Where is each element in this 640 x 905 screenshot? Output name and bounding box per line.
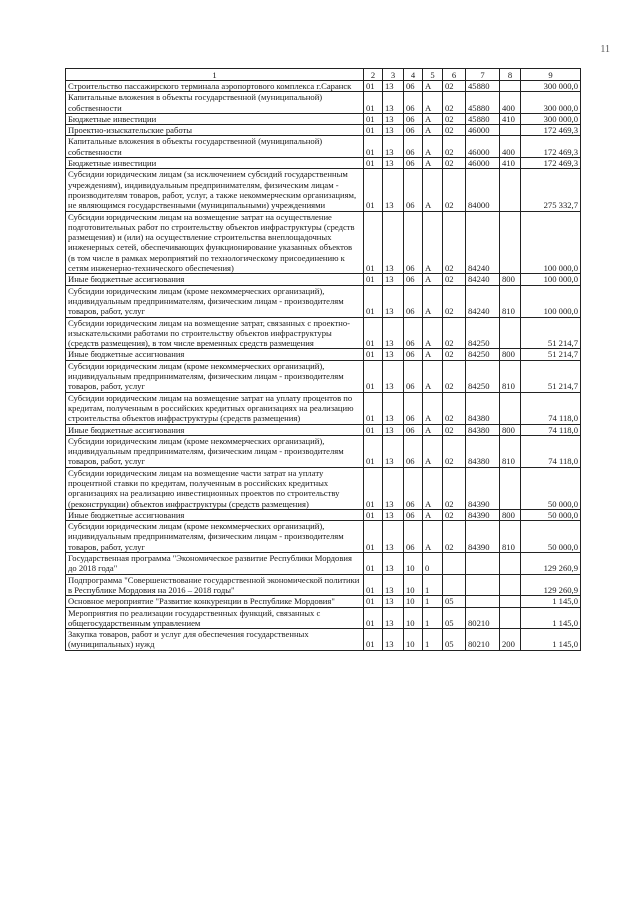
amount-cell: 300 000,0 <box>521 113 581 124</box>
program-code-cell: 06 <box>404 509 423 520</box>
row-name-cell: Подпрограмма "Совершенствование государственной экономической политики в Республике Мордовия на 2016 – 2018 годы" <box>66 574 364 596</box>
direction-code-cell: 84240 <box>466 274 500 285</box>
subsection-code-cell: 13 <box>383 424 404 435</box>
activity-code-cell: 02 <box>443 158 466 169</box>
program-code-cell: 06 <box>404 285 423 317</box>
table-row <box>66 158 581 169</box>
activity-code-cell: 02 <box>443 509 466 520</box>
activity-code-cell: 02 <box>443 467 466 509</box>
table-row <box>66 113 581 124</box>
program-code-cell: 06 <box>404 349 423 360</box>
subsection-code-cell: 13 <box>383 136 404 158</box>
program-code-cell: 06 <box>404 136 423 158</box>
expense-type-cell <box>500 317 521 349</box>
amount-cell: 100 000,0 <box>521 211 581 274</box>
activity-code-cell: 02 <box>443 169 466 211</box>
program-code-cell: 10 <box>404 574 423 596</box>
subsection-code-cell: 13 <box>383 81 404 92</box>
subprogram-code-cell: А <box>423 81 443 92</box>
activity-code-cell: 02 <box>443 113 466 124</box>
amount-cell: 51 214,7 <box>521 349 581 360</box>
table-row <box>66 317 581 349</box>
direction-code-cell: 84250 <box>466 317 500 349</box>
amount-cell: 50 000,0 <box>521 467 581 509</box>
expense-type-cell: 800 <box>500 349 521 360</box>
subprogram-code-cell: А <box>423 211 443 274</box>
amount-cell: 51 214,7 <box>521 360 581 392</box>
program-code-cell: 06 <box>404 521 423 553</box>
row-name-cell: Субсидии юридическим лицам на возмещение затрат, связанных с проектно-изыскательскими работами по строительству объектов инфраструктуры (средств размещения), в том числе временных средств размещения <box>66 317 364 349</box>
subsection-code-cell: 13 <box>383 169 404 211</box>
subprogram-code-cell: А <box>423 169 443 211</box>
program-code-cell: 06 <box>404 435 423 467</box>
row-name-cell: Иные бюджетные ассигнования <box>66 424 364 435</box>
program-code-cell: 10 <box>404 607 423 629</box>
row-name-cell: Субсидии юридическим лицам (кроме некоммерческих организаций), индивидуальным предпринимателям, физическим лицам - производителям товаров, работ, услуг <box>66 521 364 553</box>
amount-cell: 100 000,0 <box>521 285 581 317</box>
direction-code-cell: 84240 <box>466 211 500 274</box>
section-code-cell: 01 <box>364 285 383 317</box>
direction-code-cell: 84390 <box>466 467 500 509</box>
section-code-cell: 01 <box>364 158 383 169</box>
section-code-cell: 01 <box>364 607 383 629</box>
expense-type-cell: 410 <box>500 158 521 169</box>
subprogram-code-cell: А <box>423 136 443 158</box>
table-row <box>66 285 581 317</box>
expense-type-cell: 800 <box>500 509 521 520</box>
table-row <box>66 349 581 360</box>
program-code-cell: 06 <box>404 158 423 169</box>
section-code-cell: 01 <box>364 274 383 285</box>
row-name-cell: Субсидии юридическим лицам (кроме некоммерческих организаций), индивидуальным предпринимателям, физическим лицам - производителям товаров, работ, услуг <box>66 435 364 467</box>
row-name-cell: Субсидии юридическим лицам на возмещение затрат на осуществление подготовительных работ по строительству объектов инфраструктуры (средств размещения) и (или) на осуществление строительства внеплощадочных инженерных сетей, обеспечивающих функционирование указанных объектов (в том числе в рамках мероприятий по технологическому присоединению к сетям инженерно-технического обеспечения) <box>66 211 364 274</box>
amount-cell: 51 214,7 <box>521 317 581 349</box>
activity-code-cell: 05 <box>443 629 466 651</box>
program-code-cell: 06 <box>404 81 423 92</box>
table-row <box>66 136 581 158</box>
section-code-cell: 01 <box>364 136 383 158</box>
subprogram-code-cell: 1 <box>423 629 443 651</box>
section-code-cell: 01 <box>364 349 383 360</box>
program-code-cell: 06 <box>404 169 423 211</box>
table-row <box>66 521 581 553</box>
expense-type-cell <box>500 574 521 596</box>
subprogram-code-cell: А <box>423 360 443 392</box>
amount-cell: 172 469,3 <box>521 136 581 158</box>
section-code-cell: 01 <box>364 211 383 274</box>
column-header: 9 <box>521 69 581 81</box>
expense-type-cell <box>500 467 521 509</box>
amount-cell: 100 000,0 <box>521 274 581 285</box>
amount-cell: 172 469,3 <box>521 158 581 169</box>
column-header: 3 <box>383 69 404 81</box>
direction-code-cell: 46000 <box>466 158 500 169</box>
section-code-cell: 01 <box>364 596 383 607</box>
direction-code-cell <box>466 553 500 575</box>
direction-code-cell: 84000 <box>466 169 500 211</box>
activity-code-cell: 02 <box>443 125 466 136</box>
row-name-cell: Проектно-изыскательские работы <box>66 125 364 136</box>
expense-type-cell: 400 <box>500 136 521 158</box>
table-row <box>66 553 581 575</box>
subprogram-code-cell: А <box>423 285 443 317</box>
expense-type-cell: 810 <box>500 285 521 317</box>
program-code-cell: 10 <box>404 596 423 607</box>
subprogram-code-cell: А <box>423 392 443 424</box>
subprogram-code-cell: А <box>423 317 443 349</box>
expense-type-cell <box>500 392 521 424</box>
subsection-code-cell: 13 <box>383 521 404 553</box>
direction-code-cell: 80210 <box>466 629 500 651</box>
program-code-cell: 06 <box>404 392 423 424</box>
activity-code-cell <box>443 553 466 575</box>
amount-cell: 74 118,0 <box>521 435 581 467</box>
amount-cell: 74 118,0 <box>521 392 581 424</box>
subsection-code-cell: 13 <box>383 509 404 520</box>
subprogram-code-cell: А <box>423 158 443 169</box>
section-code-cell: 01 <box>364 92 383 114</box>
table-row <box>66 211 581 274</box>
row-name-cell: Иные бюджетные ассигнования <box>66 274 364 285</box>
direction-code-cell: 45880 <box>466 92 500 114</box>
table-row <box>66 596 581 607</box>
section-code-cell: 01 <box>364 169 383 211</box>
column-header: 1 <box>66 69 364 81</box>
subprogram-code-cell: 1 <box>423 607 443 629</box>
program-code-cell: 10 <box>404 629 423 651</box>
budget-table <box>65 68 581 651</box>
subsection-code-cell: 13 <box>383 574 404 596</box>
expense-type-cell <box>500 125 521 136</box>
subsection-code-cell: 13 <box>383 92 404 114</box>
program-code-cell: 06 <box>404 211 423 274</box>
subsection-code-cell: 13 <box>383 349 404 360</box>
section-code-cell: 01 <box>364 392 383 424</box>
table-row <box>66 629 581 651</box>
direction-code-cell: 84240 <box>466 285 500 317</box>
expense-type-cell <box>500 211 521 274</box>
subsection-code-cell: 13 <box>383 360 404 392</box>
subprogram-code-cell: А <box>423 521 443 553</box>
table-row <box>66 509 581 520</box>
expense-type-cell: 810 <box>500 521 521 553</box>
table-row <box>66 467 581 509</box>
section-code-cell: 01 <box>364 574 383 596</box>
subprogram-code-cell: А <box>423 92 443 114</box>
row-name-cell: Субсидии юридическим лицам на возмещение затрат на уплату процентов по кредитам, полученным в российских кредитных организациях на реализацию строительства объектов инфраструктуры (средств размещения) <box>66 392 364 424</box>
activity-code-cell: 02 <box>443 424 466 435</box>
column-header: 4 <box>404 69 423 81</box>
table-row <box>66 574 581 596</box>
amount-cell: 129 260,9 <box>521 553 581 575</box>
expense-type-cell: 810 <box>500 360 521 392</box>
column-header: 2 <box>364 69 383 81</box>
direction-code-cell <box>466 596 500 607</box>
subsection-code-cell: 13 <box>383 158 404 169</box>
table-row <box>66 81 581 92</box>
subsection-code-cell: 13 <box>383 553 404 575</box>
amount-cell: 50 000,0 <box>521 509 581 520</box>
table-row <box>66 607 581 629</box>
subsection-code-cell: 13 <box>383 113 404 124</box>
program-code-cell: 10 <box>404 553 423 575</box>
expense-type-cell: 800 <box>500 424 521 435</box>
amount-cell: 1 145,0 <box>521 607 581 629</box>
direction-code-cell: 46000 <box>466 136 500 158</box>
direction-code-cell: 84390 <box>466 509 500 520</box>
program-code-cell: 06 <box>404 467 423 509</box>
section-code-cell: 01 <box>364 424 383 435</box>
table-row <box>66 125 581 136</box>
table-row <box>66 360 581 392</box>
program-code-cell: 06 <box>404 274 423 285</box>
subprogram-code-cell: А <box>423 467 443 509</box>
section-code-cell: 01 <box>364 467 383 509</box>
section-code-cell: 01 <box>364 125 383 136</box>
row-name-cell: Бюджетные инвестиции <box>66 158 364 169</box>
direction-code-cell: 45880 <box>466 81 500 92</box>
expense-type-cell: 800 <box>500 274 521 285</box>
direction-code-cell: 84380 <box>466 392 500 424</box>
direction-code-cell: 84390 <box>466 521 500 553</box>
direction-code-cell: 46000 <box>466 125 500 136</box>
amount-cell: 300 000,0 <box>521 92 581 114</box>
subprogram-code-cell: 1 <box>423 574 443 596</box>
column-header: 5 <box>423 69 443 81</box>
expense-type-cell <box>500 553 521 575</box>
direction-code-cell <box>466 574 500 596</box>
expense-type-cell: 400 <box>500 92 521 114</box>
subprogram-code-cell: А <box>423 509 443 520</box>
activity-code-cell: 02 <box>443 435 466 467</box>
expense-type-cell <box>500 596 521 607</box>
section-code-cell: 01 <box>364 521 383 553</box>
expense-type-cell: 810 <box>500 435 521 467</box>
subprogram-code-cell: А <box>423 125 443 136</box>
activity-code-cell: 02 <box>443 317 466 349</box>
program-code-cell: 06 <box>404 317 423 349</box>
amount-cell: 275 332,7 <box>521 169 581 211</box>
direction-code-cell: 84250 <box>466 349 500 360</box>
amount-cell: 1 145,0 <box>521 596 581 607</box>
row-name-cell: Капитальные вложения в объекты государственной (муниципальной) собственности <box>66 92 364 114</box>
row-name-cell: Субсидии юридическим лицам (кроме некоммерческих организаций), индивидуальным предпринимателям, физическим лицам - производителям товаров, работ, услуг <box>66 360 364 392</box>
table-row <box>66 274 581 285</box>
column-header: 7 <box>466 69 500 81</box>
activity-code-cell: 05 <box>443 596 466 607</box>
page-number: 11 <box>600 44 610 55</box>
subprogram-code-cell: А <box>423 274 443 285</box>
section-code-cell: 01 <box>364 435 383 467</box>
subsection-code-cell: 13 <box>383 274 404 285</box>
subsection-code-cell: 13 <box>383 317 404 349</box>
row-name-cell: Бюджетные инвестиции <box>66 113 364 124</box>
row-name-cell: Основное мероприятие "Развитие конкуренции в Республике Мордовия" <box>66 596 364 607</box>
amount-cell: 172 469,3 <box>521 125 581 136</box>
section-code-cell: 01 <box>364 553 383 575</box>
direction-code-cell: 45880 <box>466 113 500 124</box>
table-row <box>66 92 581 114</box>
subprogram-code-cell: А <box>423 435 443 467</box>
program-code-cell: 06 <box>404 360 423 392</box>
row-name-cell: Субсидии юридическим лицам (за исключением субсидий государственным учреждениям), индивидуальным предпринимателям, физическим лицам - производителям товаров, работ, услуг, а также некоммерческим организациям, не являющимся государственными (муниципальными) учреждениями <box>66 169 364 211</box>
row-name-cell: Мероприятия по реализации государственных функций, связанных с общегосударственным управлением <box>66 607 364 629</box>
subsection-code-cell: 13 <box>383 596 404 607</box>
program-code-cell: 06 <box>404 125 423 136</box>
direction-code-cell: 84380 <box>466 435 500 467</box>
amount-cell: 74 118,0 <box>521 424 581 435</box>
section-code-cell: 01 <box>364 81 383 92</box>
subprogram-code-cell: А <box>423 424 443 435</box>
activity-code-cell: 02 <box>443 92 466 114</box>
direction-code-cell: 80210 <box>466 607 500 629</box>
row-name-cell: Субсидии юридическим лицам на возмещение части затрат на уплату процентной ставки по кредитам, полученным в российских кредитных организациях на реализацию инвестиционных проектов по строительству (реконструкции) объектов инфраструктуры (средств размещения) <box>66 467 364 509</box>
subsection-code-cell: 13 <box>383 629 404 651</box>
section-code-cell: 01 <box>364 629 383 651</box>
activity-code-cell: 02 <box>443 136 466 158</box>
subsection-code-cell: 13 <box>383 285 404 317</box>
expense-type-cell: 200 <box>500 629 521 651</box>
activity-code-cell: 02 <box>443 360 466 392</box>
activity-code-cell <box>443 574 466 596</box>
subprogram-code-cell: А <box>423 349 443 360</box>
column-header: 8 <box>500 69 521 81</box>
subprogram-code-cell: А <box>423 113 443 124</box>
section-code-cell: 01 <box>364 360 383 392</box>
activity-code-cell: 02 <box>443 274 466 285</box>
expense-type-cell: 410 <box>500 113 521 124</box>
expense-type-cell <box>500 81 521 92</box>
expense-type-cell <box>500 607 521 629</box>
section-code-cell: 01 <box>364 509 383 520</box>
activity-code-cell: 02 <box>443 211 466 274</box>
activity-code-cell: 02 <box>443 521 466 553</box>
activity-code-cell: 02 <box>443 285 466 317</box>
row-name-cell: Государственная программа "Экономическое развитие Республики Мордовия до 2018 года" <box>66 553 364 575</box>
subsection-code-cell: 13 <box>383 435 404 467</box>
program-code-cell: 06 <box>404 92 423 114</box>
table-row <box>66 424 581 435</box>
subsection-code-cell: 13 <box>383 125 404 136</box>
subsection-code-cell: 13 <box>383 211 404 274</box>
table-row <box>66 169 581 211</box>
program-code-cell: 06 <box>404 113 423 124</box>
direction-code-cell: 84380 <box>466 424 500 435</box>
program-code-cell: 06 <box>404 424 423 435</box>
activity-code-cell: 02 <box>443 81 466 92</box>
amount-cell: 1 145,0 <box>521 629 581 651</box>
subprogram-code-cell: 0 <box>423 553 443 575</box>
table-header-row <box>66 69 581 81</box>
expense-type-cell <box>500 169 521 211</box>
amount-cell: 50 000,0 <box>521 521 581 553</box>
column-header: 6 <box>443 69 466 81</box>
amount-cell: 129 260,9 <box>521 574 581 596</box>
subsection-code-cell: 13 <box>383 467 404 509</box>
row-name-cell: Закупка товаров, работ и услуг для обеспечения государственных (муниципальных) нужд <box>66 629 364 651</box>
row-name-cell: Субсидии юридическим лицам (кроме некоммерческих организаций), индивидуальным предпринимателям, физическим лицам - производителям товаров, работ, услуг <box>66 285 364 317</box>
table-row <box>66 392 581 424</box>
amount-cell: 300 000,0 <box>521 81 581 92</box>
row-name-cell: Капитальные вложения в объекты государственной (муниципальной) собственности <box>66 136 364 158</box>
row-name-cell: Иные бюджетные ассигнования <box>66 509 364 520</box>
activity-code-cell: 02 <box>443 392 466 424</box>
activity-code-cell: 05 <box>443 607 466 629</box>
row-name-cell: Строительство пассажирского терминала аэропортового комплекса г.Саранск <box>66 81 364 92</box>
direction-code-cell: 84250 <box>466 360 500 392</box>
subsection-code-cell: 13 <box>383 392 404 424</box>
section-code-cell: 01 <box>364 113 383 124</box>
subprogram-code-cell: 1 <box>423 596 443 607</box>
section-code-cell: 01 <box>364 317 383 349</box>
activity-code-cell: 02 <box>443 349 466 360</box>
table-row <box>66 435 581 467</box>
row-name-cell: Иные бюджетные ассигнования <box>66 349 364 360</box>
subsection-code-cell: 13 <box>383 607 404 629</box>
